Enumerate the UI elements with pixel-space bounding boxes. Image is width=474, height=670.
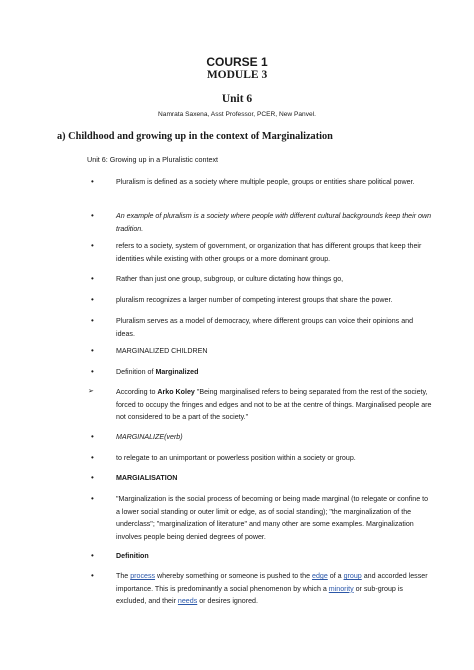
bullet-icon: • — [91, 453, 94, 462]
bullet-icon: • — [91, 494, 94, 503]
link-group[interactable]: group — [343, 572, 362, 580]
item-text: refers to a society, system of government, or organization that has different groups that keep their identities while existing with other groups or a more dominant group. — [116, 242, 422, 263]
unit-subtitle: Unit 6: Growing up in a Pluralistic context — [87, 155, 219, 164]
link-minority[interactable]: minority — [328, 584, 354, 593]
bullet-icon: • — [91, 571, 94, 580]
bullet-icon: • — [91, 274, 94, 283]
bullet-icon: • — [91, 241, 94, 250]
bullet-icon: • — [91, 367, 94, 376]
link-edge[interactable]: edge — [312, 572, 328, 580]
item-text: to relegate to an unimportant or powerless position within a society or group. — [116, 454, 356, 462]
unit-title: Unit 6 — [221, 93, 253, 105]
item-text: According to Arko Koley "Being marginalised refers to being separated from the rest of the society, forced to occupy the fringes and edges and not to be at the centre of things. Marginalised people are not considered to be a part of the society." — [116, 388, 432, 422]
section-heading: a) Childhood and growing up in the context of Marginalization — [57, 131, 333, 142]
link-process[interactable]: process — [130, 572, 156, 580]
item-text: MARGIALISATION — [116, 474, 178, 482]
bullet-icon: • — [91, 551, 94, 560]
bullet-icon: • — [91, 346, 94, 355]
bullet-icon: • — [91, 211, 94, 220]
module-title: MODULE 3 — [206, 69, 268, 81]
item-text: The process whereby something or someone is pushed to the edge of a group and accorded lesser importance. This is predominantly a social phenomenon by which a minority or sub-group is excluded, and their needs or desires ignored. — [116, 572, 428, 606]
bullet-icon: • — [91, 316, 94, 325]
arrow-bullet-icon: ➢ — [88, 388, 94, 395]
item-text: Definition of Marginalized — [116, 368, 199, 376]
item-text: Pluralism is defined as a society where multiple people, groups or entities share political power. — [116, 178, 415, 186]
item-text: Definition — [116, 552, 149, 560]
item-text: Pluralism serves as a model of democracy, where different groups can voice their opinions and ideas. — [116, 317, 414, 338]
course-title: COURSE 1 — [206, 55, 268, 69]
item-text: MARGINALIZE(verb) — [116, 433, 183, 441]
item-text: "Marginalization is the social process of becoming or being made marginal (to relegate or confine to a lower social standing or outer limit or edge, as of social standing); "the marginalization of the underclass"; "marginalization of literature" and many other are some examples. Marginalization involves people being denied degrees of power. — [116, 495, 429, 541]
author-line: Namrata Saxena, Asst Professor, PCER, New Panvel. — [158, 111, 316, 118]
bullet-icon: • — [91, 295, 94, 304]
item-text: Rather than just one group, subgroup, or culture dictating how things go, — [116, 275, 344, 283]
item-text: MARGINALIZED CHILDREN — [116, 347, 208, 355]
bullet-icon: • — [91, 473, 94, 482]
item-text: pluralism recognizes a larger number of competing interest groups that share the power. — [116, 296, 393, 304]
bullet-icon: • — [91, 432, 94, 441]
bullet-icon: • — [91, 177, 94, 186]
item-text: An example of pluralism is a society where people with different cultural backgrounds keep their own tradition. — [116, 212, 432, 233]
link-needs[interactable]: needs — [177, 597, 198, 606]
